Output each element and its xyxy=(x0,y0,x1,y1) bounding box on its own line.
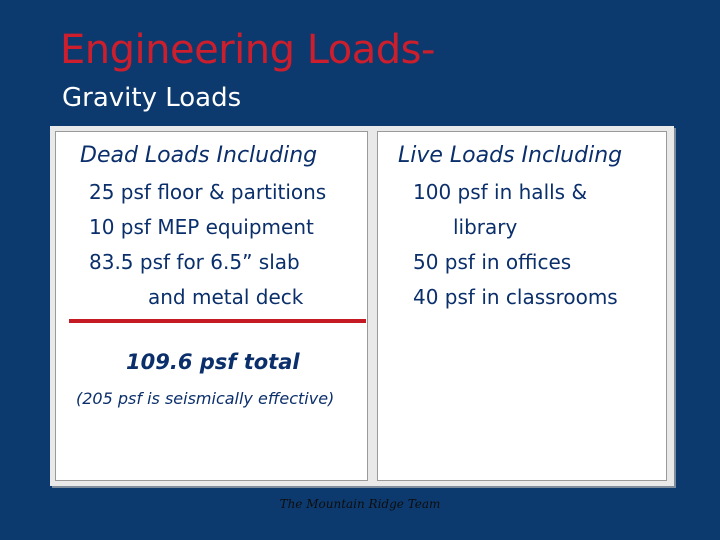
total-divider-line xyxy=(69,319,366,323)
slide-subtitle: Gravity Loads xyxy=(62,83,242,113)
live-load-item: library xyxy=(453,215,518,239)
dead-loads-heading: Dead Loads Including xyxy=(80,143,318,168)
seismic-note: (205 psf is seismically effective) xyxy=(76,389,335,408)
dead-load-item: 83.5 psf for 6.5” slab xyxy=(89,250,300,274)
dead-loads-total: 109.6 psf total xyxy=(126,350,300,374)
content-card xyxy=(50,126,674,486)
footer-team-name: The Mountain Ridge Team xyxy=(279,497,441,511)
dead-load-item: 25 psf floor & partitions xyxy=(89,180,327,204)
live-loads-panel xyxy=(377,131,667,481)
live-load-item: 40 psf in classrooms xyxy=(413,285,618,309)
live-load-item: 100 psf in halls & xyxy=(413,180,588,204)
dead-load-item: 10 psf MEP equipment xyxy=(89,215,314,239)
slide-title: Engineering Loads- xyxy=(60,27,435,73)
dead-load-item: and metal deck xyxy=(148,285,304,309)
live-load-item: 50 psf in offices xyxy=(413,250,572,274)
dead-loads-panel xyxy=(55,131,368,481)
live-loads-heading: Live Loads Including xyxy=(398,143,623,168)
